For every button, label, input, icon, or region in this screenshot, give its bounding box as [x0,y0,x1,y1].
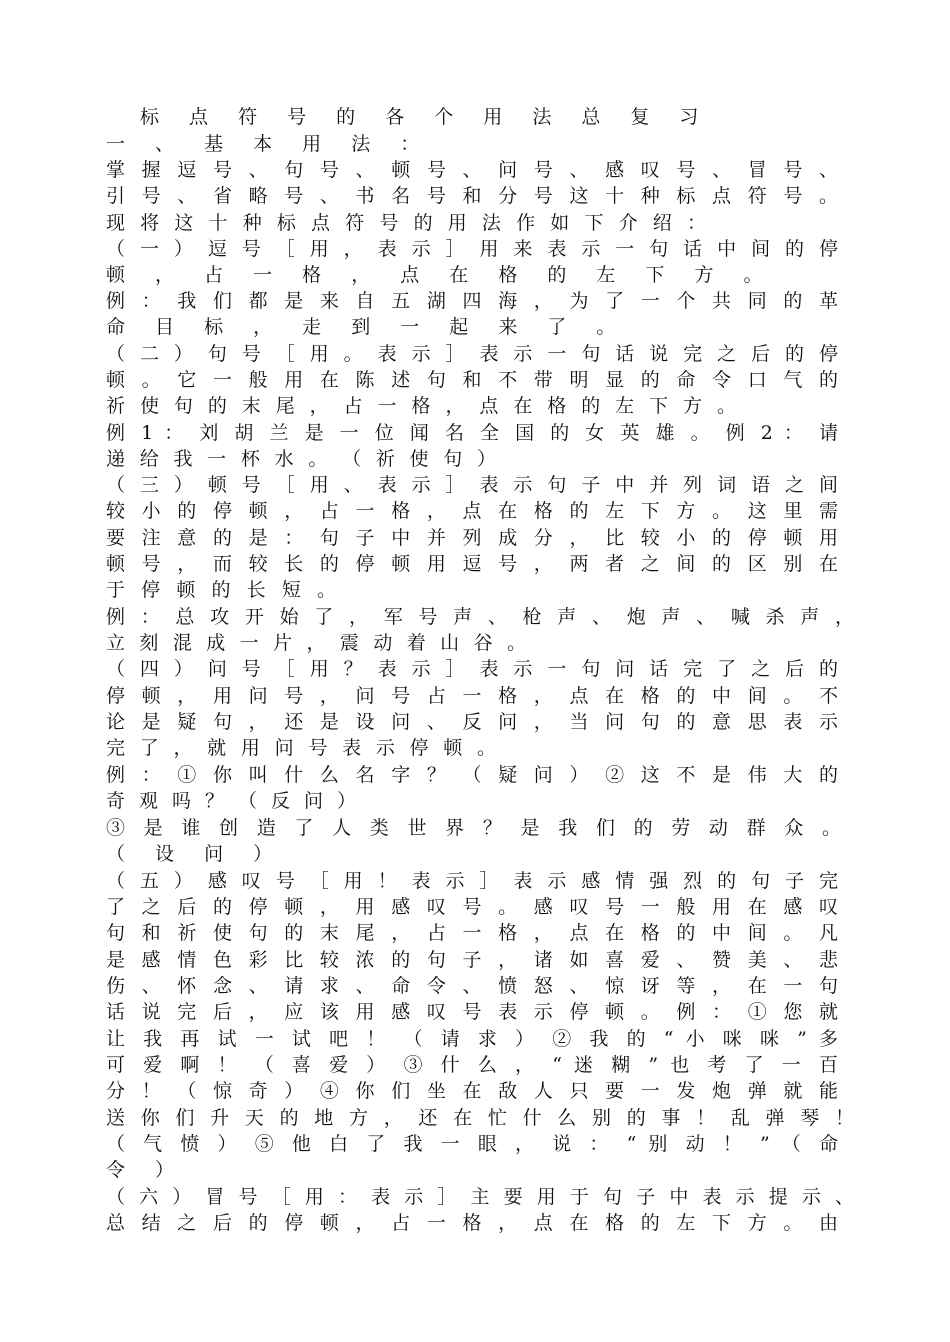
text-line: 令 ） [106,1159,187,1181]
text-line: 停 顿 ， 用 问 号 ， 问 号 占 一 格 ， 点 在 格 的 中 间 。 不 [106,685,838,707]
text-line: 例 ： ① 你 叫 什 么 名 字 ？ （ 疑 问 ） ② 这 不 是 伟 大 的 [106,764,838,786]
text-line: （ 气 愤 ） ⑤ 他 白 了 我 一 眼 ， 说 ： “ 别 动 ！ ” （ 命 [106,1133,838,1155]
text-line: 可 爱 啊 ！ （ 喜 爱 ） ③ 什 么 ， “ 迷 糊 ” 也 考 了 一 百 [106,1054,838,1076]
text-line: 完 了 ， 就 用 问 号 表 示 停 顿 。 [106,737,496,759]
text-line: 较 小 的 停 顿 ， 占 一 格 ， 点 在 格 的 左 下 方 。 这 里 需 [106,500,838,522]
text-line: 一 、 基 本 用 法 ： [106,133,432,155]
text-line: 了 之 后 的 停 顿 ， 用 感 叹 号 。 感 叹 号 一 般 用 在 感 叹 [106,896,838,918]
text-line: 例 1 ： 刘 胡 兰 是 一 位 闻 名 全 国 的 女 英 雄 。 例 2 ： 请 [106,422,838,444]
text-line: （ 设 问 ） [106,843,285,865]
text-line: （ 二 ） 句 号 ［ 用 。 表 示 ］ 表 示 一 句 话 说 完 之 后 的 停 [106,343,838,365]
text-line: 是 感 情 色 彩 比 较 浓 的 句 子 ， 诸 如 喜 爱 、 赞 美 、 悲 [106,949,838,971]
text-line: （ 三 ） 顿 号 ［ 用 、 表 示 ］ 表 示 句 子 中 并 列 词 语 之 间 [106,474,838,496]
text-line: （ 五 ） 感 叹 号 ［ 用 ！ 表 示 ］ 表 示 感 情 强 烈 的 句 子 完 [106,870,838,892]
text-line: 句 和 祈 使 句 的 末 尾 ， 占 一 格 ， 点 在 格 的 中 间 。 凡 [106,922,838,944]
text-line: 分 ！ （ 惊 奇 ） ④ 你 们 坐 在 敌 人 只 要 一 发 炮 弹 就 能 [106,1080,838,1102]
text-line: 例 ： 我 们 都 是 来 自 五 湖 四 海 ， 为 了 一 个 共 同 的 革 [106,290,838,312]
text-line: 例 ： 总 攻 开 始 了 ， 军 号 声 、 枪 声 、 炮 声 、 喊 杀 声 ， [106,606,854,628]
text-line: 祈 使 句 的 末 尾 ， 占 一 格 ， 点 在 格 的 左 下 方 。 [106,395,736,417]
text-line: 立 刻 混 成 一 片 ， 震 动 着 山 谷 。 [106,632,526,654]
text-line: 掌 握 逗 号 、 句 号 、 顿 号 、 问 号 、 感 叹 号 、 冒 号 、 [106,159,838,181]
text-line: 引 号 、 省 略 号 、 书 名 号 和 分 号 这 十 种 标 点 符 号 。 [106,185,838,207]
text-line: 伤 、 怀 念 、 请 求 、 命 令 、 愤 怒 、 惊 讶 等 ， 在 一 句 [106,975,838,997]
text-line: 要 注 意 的 是 ： 句 子 中 并 列 成 分 ， 比 较 小 的 停 顿 用 [106,527,838,549]
text-line: 论 是 疑 句 ， 还 是 设 问 、 反 问 ， 当 问 句 的 意 思 表 示 [106,711,838,733]
text-line: 顿 。 它 一 般 用 在 陈 述 句 和 不 带 明 显 的 命 令 口 气 的 [106,369,838,391]
text-line: （ 一 ） 逗 号 ［ 用 ， 表 示 ］ 用 来 表 示 一 句 话 中 间 的 停 [106,238,838,260]
text-line: （ 四 ） 问 号 ［ 用 ？ 表 示 ］ 表 示 一 句 问 话 完 了 之 后 的 [106,658,838,680]
document-title: 标 点 符 号 的 各 个 用 法 总 复 习 [140,106,711,128]
text-line: 于 停 顿 的 长 短 。 [106,579,336,601]
text-line: 顿 号 ， 而 较 长 的 停 顿 用 逗 号 ， 两 者 之 间 的 区 别 在 [106,553,838,575]
text-line: 总 结 之 后 的 停 顿 ， 占 一 格 ， 点 在 格 的 左 下 方 。 由 [106,1212,838,1234]
text-line: 命 目 标 ， 走 到 一 起 来 了 。 [106,316,628,338]
text-line: 递 给 我 一 杯 水 。 （ 祈 使 句 ） [106,448,496,470]
text-line: 顿 ， 占 一 格 ， 点 在 格 的 左 下 方 。 [106,264,775,286]
text-line: 让 我 再 试 一 试 吧 ！ （ 请 求 ） ② 我 的 “ 小 咪 咪 ” 多 [106,1028,838,1050]
text-line: 奇 观 吗 ？ （ 反 问 ） [106,790,356,812]
text-line: （ 六 ） 冒 号 ［ 用 ： 表 示 ］ 主 要 用 于 句 子 中 表 示 提 示 、 [106,1186,854,1208]
text-line: ③ 是 谁 创 造 了 人 类 世 界 ？ 是 我 们 的 劳 动 群 众 。 [106,817,841,839]
text-line: 送 你 们 升 天 的 地 方 ， 还 在 忙 什 么 别 的 事 ！ 乱 弹 琴 ！ [106,1107,854,1129]
text-line: 话 说 完 后 ， 应 该 用 感 叹 号 表 示 停 顿 。 例 ： ① 您 就 [106,1001,838,1023]
text-line: 现 将 这 十 种 标 点 符 号 的 用 法 作 如 下 介 绍 ： [106,212,706,234]
